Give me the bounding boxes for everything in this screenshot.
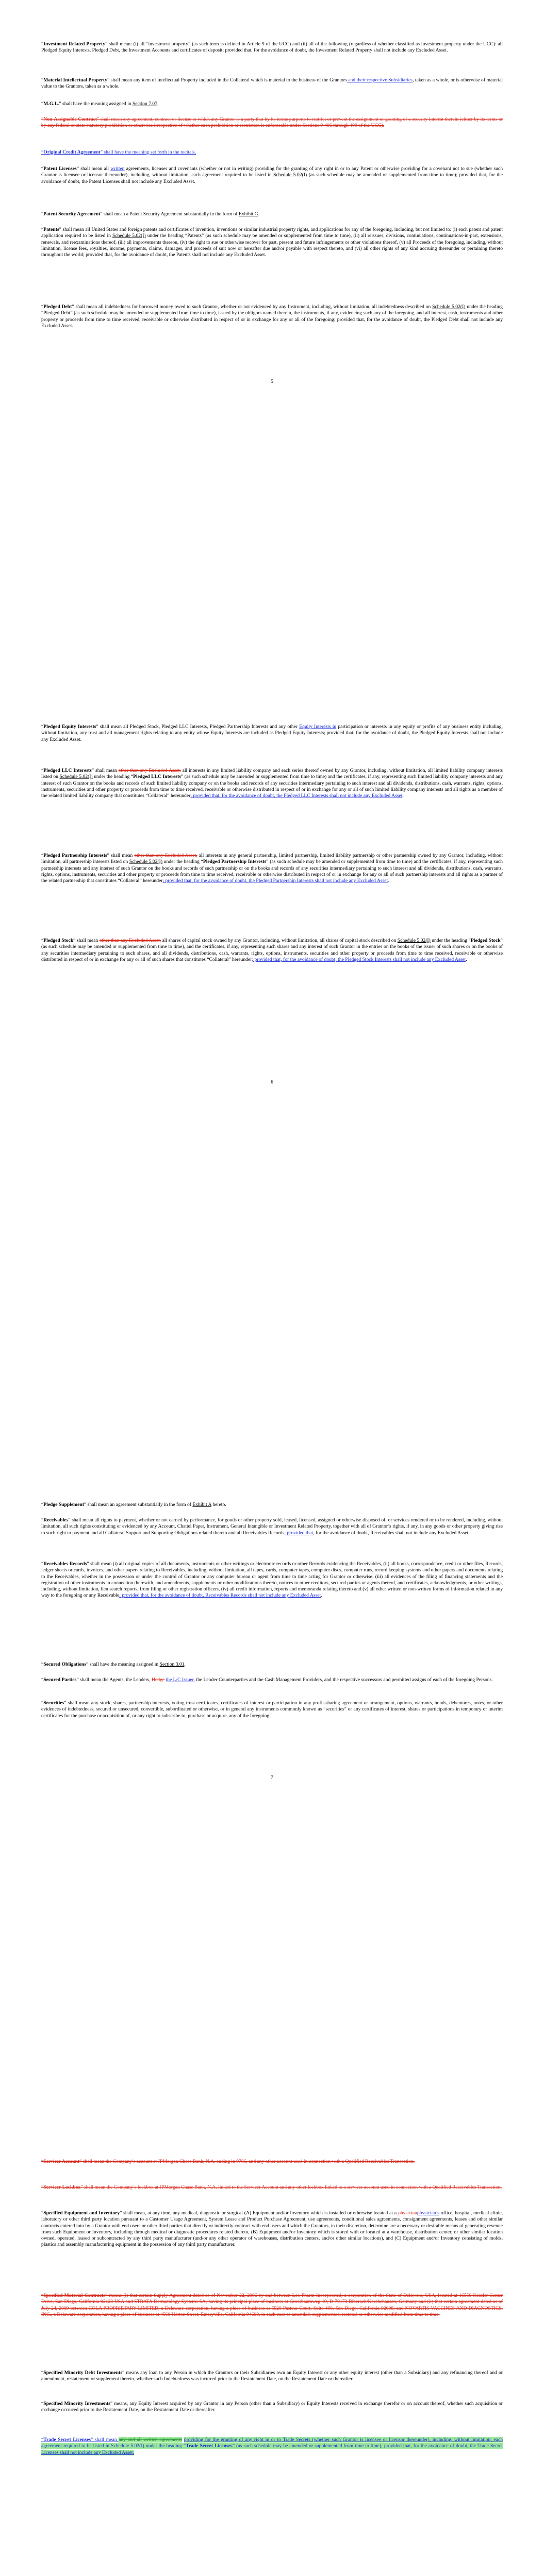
cross-reference: Exhibit A bbox=[192, 1502, 211, 1507]
definition-secured-obligations: “Secured Obligations” shall have the meaning assigned in Section 3.01. bbox=[41, 1662, 186, 1667]
deleted-text: any and all written agreements bbox=[119, 2437, 183, 2443]
cross-reference: Schedule 5.02(I) bbox=[111, 2443, 144, 2449]
defined-term: Pledged LLC Interests bbox=[43, 768, 92, 773]
definition-pledged-equity-interests: “Pledged Equity Interests” shall mean all Pledged Stock, Pledged LLC Interests, Pledged Partnership Interests and any other Equity Interests in participation or interests in any equity or profits of any business entity including, without limitation, any trust and all management rights relating to any entity whose Equity Interests are included as Pledged Equity Interests; provided that, for the avoidance of doubt, the Pledged Equity Interests shall not include any Excluded Asset. bbox=[41, 724, 503, 742]
inserted-text: the L/C Issuer bbox=[166, 1677, 194, 1683]
defined-term: Receivables bbox=[43, 1517, 69, 1523]
definition-original-credit-agreement-inserted: “Original Credit Agreement” shall have the meaning set forth in the recitals. bbox=[41, 149, 196, 155]
deleted-text: ” means (i) that certain Supply Agreement dated as of November 22, 2006 by and between Leo-Pharm Incorporated, a corporation of the State of Delaware, USA, located at 16550 Kessler Center Drive, San Diego, California 92123 USA and STRATA Dermatology Systems SA, having its principal place of business at Grossbaumweg 19, D-70173 Biberach/Kerchehausen, Germany and (ii) that certain agreement dated as of July 24, 2009 between COLA PROPRIETARY LIMITED, a Delaware corporation, having a place of business at 5920 Pasteur Court, Suite 400, San Diego, California 92008, and NOVARTIS VACCINES AND DIAGNOSTICS, INC., a Delaware corporation, having a place of business at 4560 Horton Street, Emeryville, California 94608, in each case as amended, supplemented, restated or otherwise modified from time to time. bbox=[41, 2293, 503, 2317]
cross-reference: Schedule 5.02(I) bbox=[273, 172, 307, 178]
definition-receivables-records: “Receivables Records” shall mean (i) all original copies of all documents, instruments or other writings or electronic records or other Records evidencing the Receivables, (ii) all books, correspondence, credit or other files, Records, ledger sheets or cards, invoices, and other papers relating to Receivables, including, without limitation, all tapes, cards, computer tapes, computer discs, computer runs, record keeping systems and other papers and documents relating to the Receivables, whether in the possession or under the control of Grantor or any computer bureau or agent from time to time acting for Grantor or otherwise, (iii) all evidences of the filing of financing statements and the registration of other instruments in connection therewith, and amendments, supplements or other modifications thereto, notices to other creditors, secured parties or agents thereof, and certificates, acknowledgments, or other writings, including, without limitation, lien search reports, from filing or other registration officers, (iv) all credit information, reports and memoranda relating thereto and (v) all other written or non-written forms of information related in any way to the foregoing or any Receivable; provided that, for the avoidance of doubt, Receivables Records shall not include any Excluded Asset. bbox=[41, 1561, 503, 1599]
defined-term: Secured Parties bbox=[43, 1677, 77, 1683]
definition-secured-parties: “Secured Parties” shall mean the Agents, the Lenders, Hedge the L/C Issuer, the Lender Counterparties and the Cash Management Providers, and the respective successors and permitted assigns of each of the foregoing Persons. bbox=[41, 1677, 493, 1683]
definition-securities: “Securities” shall mean any stock, shares, partnership interests, voting trust certificates, certificates of interest or participation in any profit-sharing agreement or arrangement, options, warrants, bonds, debentures, notes, or other evidences of indebtedness, secured or unsecured, convertible, subordinated or otherwise, or in general any instruments commonly known as “securities” or any certificates of interest, shares or participations in temporary or interim certificates for the purchase or acquisition of, or any right to subscribe to, purchase or acquire, any of the foregoing. bbox=[41, 1700, 503, 1719]
inserted-text: ; provided that, for the avoidance of doubt, Receivables Records shall not include any Excluded Asset bbox=[119, 1592, 321, 1599]
cross-reference: Schedule 5.02(I) bbox=[397, 938, 431, 943]
definition-pledged-stock: “Pledged Stock” shall mean other than any Excluded Asset, all shares of capital stock owned by any Grantor, including, without limitation, all shares of capital stock described on Schedule 5.02(I) under the heading “Pledged Stock” (as such schedule may be amended or supplemented from time to time), and the certificates, if any, representing such shares and any interest of such Grantor in the entries on the books of the issuer of such shares or on the books of any securities intermediary pertaining to such shares, and all dividends, distributions, cash, warrants, rights, options, instruments, securities and other property or proceeds from time to time received, receivable or otherwise distributed in respect of or in exchange for any or all of such shares that constitutes “Collateral” hereunder; provided that, for the avoidance of doubt, the Pledged Stock Interests shall not include any Excluded Asset. bbox=[41, 938, 503, 962]
definition-mgl: “M.G.L.” shall have the meaning assigned in Section 7.07. bbox=[41, 101, 159, 107]
defined-term: Patents bbox=[43, 227, 59, 232]
deleted-text: ” shall mean the Company’s lockbox at JPMorgan Chase Bank, N.A. linked to the Servicer Account and any other lockbox linked to a servicer account used in connection with a Qualified Receivables Transaction. bbox=[80, 2184, 502, 2190]
defined-term: Pledged Partnership Interests bbox=[43, 853, 107, 858]
definition-non-assignable-contract-deleted: “Non-Assignable Contract” shall mean any agreement, contract or license to which any Grantor is a party that by its terms purports to restrict or prevent the assignment or granting of a security interest therein (either by its terms or by any federal or state statutory prohibition or otherwise irrespective of whether such prohibition or restriction is enforceable under Sections 9-406 through 409 of the UCC). bbox=[41, 116, 503, 129]
inserted-text: ; provided that, for the avoidance of doubt, the Pledged Stock Interests shall not include any Excluded Asset bbox=[252, 956, 466, 962]
defined-term: Material Intellectual Property bbox=[43, 77, 107, 83]
cross-reference: Section 7.07 bbox=[132, 101, 157, 107]
inserted-text: providing for the granting of any right in or to Trade Secrets (whether such Grantor is licensee or licensor thereunder), including, without limitation, each agreement required to be listed in bbox=[41, 2437, 503, 2449]
defined-term: Securities bbox=[43, 1700, 64, 1706]
defined-term: Pledged Stock bbox=[470, 938, 501, 943]
deleted-text: ” shall mean any agreement, contract or license to which any Grantor is a party that by its terms purports to restrict or prevent the assignment or granting of a security interest therein (either by its terms or by any federal or state statutory prohibition or otherwise irrespective of whether such prohibition or restriction is enforceable under Sections 9-406 through 409 of the UCC). bbox=[41, 116, 503, 129]
definition-pledged-llc-interests: “Pledged LLC Interests” shall mean other than any Excluded Asset, all interests in any limited liability company and each series thereof owned by any Grantor, including, without limitation, all limited liability company interests listed on Schedule 5.02(I) under the heading “Pledged LLC Interests” (as such schedule may be amended or supplemented from time to time) and the certificates, if any, representing such limited liability company interests and any interest of such Grantor on the books and records of such limited liability company or on the books and records of any securities intermediary pertaining to such interest and all dividends, distributions, cash, warrants, rights, options, instruments, securities and other property or proceeds from time to time received, receivable or otherwise distributed in respect of or in exchange for any or all of such limited liability company interests and all rights as a member of the related limited liability company that constitutes “Collateral” hereunder; provided that, for the avoidance of doubt, the Pledged LLC Interests shall not include any Excluded Asset. bbox=[41, 768, 503, 799]
defined-term: Specified Minority Investments bbox=[43, 2401, 111, 2406]
definition-material-intellectual-property: “Material Intellectual Property” shall mean any item of Intellectual Property included in the Collateral which is material to the business of the Grantors and their respective Subsidiaries, taken as a whole, or is otherwise of material value to the Grantors, taken as a whole. bbox=[41, 77, 503, 90]
page-number: 6 bbox=[271, 1079, 273, 1085]
definition-trade-secret-licenses: “Trade Secret Licenses” shall mean any and all written agreements providing for the granting of any right in or to Trade Secrets (whether such Grantor is licensee or licensor thereunder), including, without limitation, each agreement required to be listed in Schedule 5.02(I) under the heading “Trade Secret Licenses” (as such schedule may be amended or supplemented from time to time); provided that, for the avoidance of doubt, the Trade Secret Licenses shall not include any Excluded Asset. bbox=[41, 2437, 503, 2455]
defined-term: Patent Licenses bbox=[43, 166, 77, 172]
cross-reference: Exhibit G bbox=[238, 211, 258, 217]
inserted-text: and their respective Subsidiaries bbox=[347, 77, 413, 83]
definition-pledge-supplement: “Pledge Supplement” shall mean an agreement substantially in the form of Exhibit A hereto. bbox=[41, 1502, 226, 1507]
inserted-term: Trade Secret Licenses bbox=[43, 2437, 91, 2443]
definition-specified-minority-debt-investments: “Specified Minority Debt Investments” means any loan to any Person in which the Grantors or their Subsidiaries own an Equity Interest or any other equity interest (other than a Subsidiary) and any refinancing thereof and or amendment, restatement or supplement thereto, whether such Indebtedness was incurred prior to the Restatement Date, on the Restatement Date or thereafter. bbox=[41, 2370, 503, 2382]
defined-term: Secured Obligations bbox=[43, 1662, 86, 1667]
cross-reference: Schedule 5.02(I) bbox=[59, 774, 93, 780]
cross-reference: Schedule 5.02(I) bbox=[112, 233, 146, 239]
definition-receivables: “Receivables” shall mean all rights to payment, whether or not earned by performance, for goods or other property sold, leased, licensed, assigned or otherwise disposed of, or services rendered or to be rendered, including, without limitation, all such rights constituting or evidenced by any Account, Chattel Paper, Instrument, General Intangible or Investment Related Property, together with all of Grantor’s rights, if any, in any goods or other property giving rise to such right to payment and all Collateral Support and Supporting Obligations related thereto and all Receivables Records; provided that, for the avoidance of doubt, Receivables shall not include any Excluded Asset. bbox=[41, 1517, 503, 1536]
defined-term: Pledged Equity Interests bbox=[43, 724, 96, 730]
inserted-text: ; provided that, for the avoidance of doubt, the Pledged Partnership Interests shall not include any Excluded Asset bbox=[162, 878, 388, 884]
defined-term: Investment Related Property bbox=[43, 41, 106, 47]
definition-pledged-partnership-interests: “Pledged Partnership Interests” shall mean other than any Excluded Asset, all interests in any general partnership, limited partnership, limited liability partnership or other partnership owned by any Grantor, including, without limitation, all partnership interests listed on Schedule 5.02(I) under the heading “Pledged Partnership Interests” (as such schedule may be amended or supplemented from time to time) and the certificates, if any, representing such partnership interests and any interest of such Grantor on the books and records of such partnership or on the books and records of any securities intermediary pertaining to such interest and all dividends, distributions, cash, warrants, rights, options, instruments, securities and other property or proceeds from time to time received, receivable or otherwise distributed in respect of or in exchange for any or all of such partnership interests and all rights as a partner of the related partnership that constitutes “Collateral” hereunder; provided that, for the avoidance of doubt, the Pledged Partnership Interests shall not include any Excluded Asset. bbox=[41, 853, 503, 884]
definition-servicer-lockbox-deleted: “Servicer Lockbox” shall mean the Company’s lockbox at JPMorgan Chase Bank, N.A. linked to the Servicer Account and any other lockbox linked to a servicer account used in connection with a Qualified Receivables Transaction. bbox=[41, 2184, 502, 2190]
defined-term: Pledged Partnership Interests bbox=[203, 859, 267, 865]
defined-term: Pledged Debt bbox=[43, 304, 72, 310]
inserted-term: Original Credit Agreement bbox=[43, 149, 101, 155]
inserted-text: written bbox=[110, 166, 125, 172]
defined-term: Patent Security Agreement bbox=[43, 211, 101, 217]
inserted-term: Trade Secret Licenses bbox=[186, 2443, 233, 2449]
deleted-text: other than any Excluded Asset, bbox=[118, 768, 181, 773]
page-number: 5 bbox=[271, 379, 273, 384]
definition-servicer-account-deleted: “Servicer Account” shall mean the Company’s account at JPMorgan Chase Bank, N.A. ending in 9786, and any other account used in connection with a Qualified Receivables Transaction. bbox=[41, 2159, 415, 2164]
deleted-text: Hedge bbox=[152, 1677, 165, 1683]
deleted-term: Servicer Lockbox bbox=[43, 2184, 81, 2190]
deleted-text: other than any Excluded Asset, bbox=[99, 938, 161, 943]
definition-specified-material-contracts-deleted: “Specified Material Contracts” means (i) that certain Supply Agreement dated as of November 22, 2006 by and between Leo-Pharm Incorporated, a corporation of the State of Delaware, USA, located at 16550 Kessler Center Drive, San Diego, California 92123 USA and STRATA Dermatology Systems SA, having its principal place of business at Grossbaumweg 19, D-70173 Biberach/Kerchehausen, Germany and (ii) that certain agreement dated as of July 24, 2009 between COLA PROPRIETARY LIMITED, a Delaware corporation, having a place of business at 5920 Pasteur Court, Suite 400, San Diego, California 92008, and NOVARTIS VACCINES AND DIAGNOSTICS, INC., a Delaware corporation, having a place of business at 4560 Horton Street, Emeryville, California 94608, in each case as amended, supplemented, restated or otherwise modified from time to time. bbox=[41, 2293, 503, 2317]
inserted-text: ; provided that, for the avoidance of doubt, the Pledged LLC Interests shall not include any Excluded Asset bbox=[190, 793, 403, 799]
definition-investment-related-property: “Investment Related Property” shall mean: (i) all “investment property” (as such term is defined in Article 9 of the UCC) and (ii) all of the following (regardless of whether classified as investment property under the UCC): all Pledged Equity Interests, Pledged Debt, the Investment Accounts and certificates of deposit; provided that, for the avoidance of doubt, the Investment Related Property shall not include any Excluded Asset. bbox=[41, 41, 503, 54]
defined-term: Pledged Stock bbox=[43, 938, 74, 943]
defined-term: Pledged LLC Interests bbox=[133, 774, 181, 780]
defined-term: Receivables Records bbox=[43, 1561, 87, 1567]
cross-reference: Schedule 5.02(I) bbox=[129, 859, 163, 865]
inserted-text: ” shall have the meaning set forth in the recitals. bbox=[100, 149, 196, 155]
inserted-text: Equity Interests in bbox=[299, 724, 337, 730]
defined-term: M.G.L. bbox=[43, 101, 59, 107]
definition-patents: “Patents” shall mean all United States and foreign patents and certificates of invention, inventions or similar industrial property rights, and applications for any of the foregoing, including, but not limited to: (i) each patent and patent application required to be listed in Schedule 5.02(I) under the heading “Patents” (as such schedule may be amended or supplemented from time to time), (ii) all reissues, divisions, continuations, continuations-in-part, extensions, renewals, and reexaminations thereof, (iii) all improvements thereon, (iv) the right to sue or otherwise recover for past, present and future infringements or other violations thereof, (v) all Proceeds of the foregoing, including, without limitation, license fees, royalties, income, payments, claims, damages, and proceeds of suit now or hereafter due and/or payable with respect thereto, and (vi) all other rights of any kind accruing thereunder or pertaining thereto throughout the world; provided that, for the avoidance of doubt, the Patents shall not include any Excluded Asset. bbox=[41, 227, 503, 258]
deleted-term: Non-Assignable Contract bbox=[43, 116, 97, 122]
deleted-term: Servicer Account bbox=[43, 2159, 80, 2164]
deleted-text: ” shall mean the Company’s account at JPMorgan Chase Bank, N.A. ending in 9786, and any other account used in connection with a Qualified Receivables Transaction. bbox=[79, 2159, 415, 2164]
definition-specified-minority-investments: “Specified Minority Investments” means, any Equity Interest acquired by any Grantor in any Person (other than a Subsidiary) or Equity Interests received in exchange therefor or on account thereof, whether such acquisition or exchange occurred prior to the Restatement Date, on the Restatement Date or thereafter. bbox=[41, 2401, 503, 2413]
deleted-term: Specified Material Contracts bbox=[43, 2293, 106, 2298]
cross-reference: Section 3.01 bbox=[159, 1662, 185, 1667]
definition-specified-equipment-and-inventory: “Specified Equipment and Inventory” shall mean, at any time, any medical, diagnostic or surgical (A) Equipment and/or Inventory which is installed or otherwise located at a physicianphysician’s office, hospital, medical clinic, laboratory or other third party location pursuant to a Customer Usage Agreement, System Lease and Product Purchase Agreement, use agreements, conditional sales agreements, consignment agreements, leases and other similar contracts entered into by a Grantor with end users or other third parties that directly or indirectly contract with end users and which the Grantors, in their discretion, determine are a necessary or desirable means of generating revenue from such Equipment or Inventory, including through medical or diagnostic procedures related thereto, (B) Equipment and/or Inventory which is stored with or located at a warehouse, distribution center, or other similar location owned, operated, leased or subcontracted by any third party manufacturer (and/or any other operator of warehouses, distribution centers, and/or other similar locations), and (C) Equipment and/or Inventory consisting of molds, plastics and assembly manufacturing equipment in the possession of any third party manufacturer. bbox=[41, 2210, 503, 2248]
cross-reference: Schedule 5.02(I) bbox=[432, 304, 466, 310]
definition-patent-security-agreement: “Patent Security Agreement” shall mean a Patent Security Agreement substantially in the form of Exhibit G. bbox=[41, 211, 259, 217]
inserted-text: physician’s bbox=[417, 2210, 440, 2216]
defined-term: Specified Minority Debt Investments bbox=[43, 2370, 123, 2376]
defined-term: Specified Equipment and Inventory bbox=[43, 2210, 120, 2216]
deleted-text: other than any Excluded Asset, bbox=[134, 853, 197, 858]
definition-patent-licenses: “Patent Licenses” shall mean all written agreements, licenses and covenants (whether or not in writing) providing for the granting of any right in or to any Patent or otherwise providing for a covenant not to sue (whether such Grantor is licensee or licensor thereunder), including, without limitation, each agreement required to be listed in Schedule 5.02(I) (as such schedule may be amended or supplemented from time to time); provided that, for the avoidance of doubt, the Patent Licenses shall not include any Excluded Asset. bbox=[41, 166, 503, 184]
defined-term: Pledge Supplement bbox=[43, 1502, 84, 1507]
deleted-text: physician bbox=[398, 2210, 417, 2216]
definition-pledged-debt: “Pledged Debt” shall mean all indebtedness for borrowed money owed to such Grantor, whether or not evidenced by any Instrument, including, without limitation, all indebtedness described on Schedule 5.02(I) under the heading “Pledged Debt” (as such schedule may be amended or supplemented from time to time), issued by the obligors named therein, the instruments, if any, evidencing such any of the foregoing, and all interest, cash, instruments and other property or proceeds from time to time received, receivable or otherwise distributed in respect of or in exchange for any or all of the foregoing; provided that, for the avoidance of doubt, the Pledged Debt shall not include any Excluded Asset. bbox=[41, 304, 503, 329]
inserted-text: ; provided that bbox=[284, 1530, 314, 1536]
page-number: 7 bbox=[271, 1775, 273, 1781]
